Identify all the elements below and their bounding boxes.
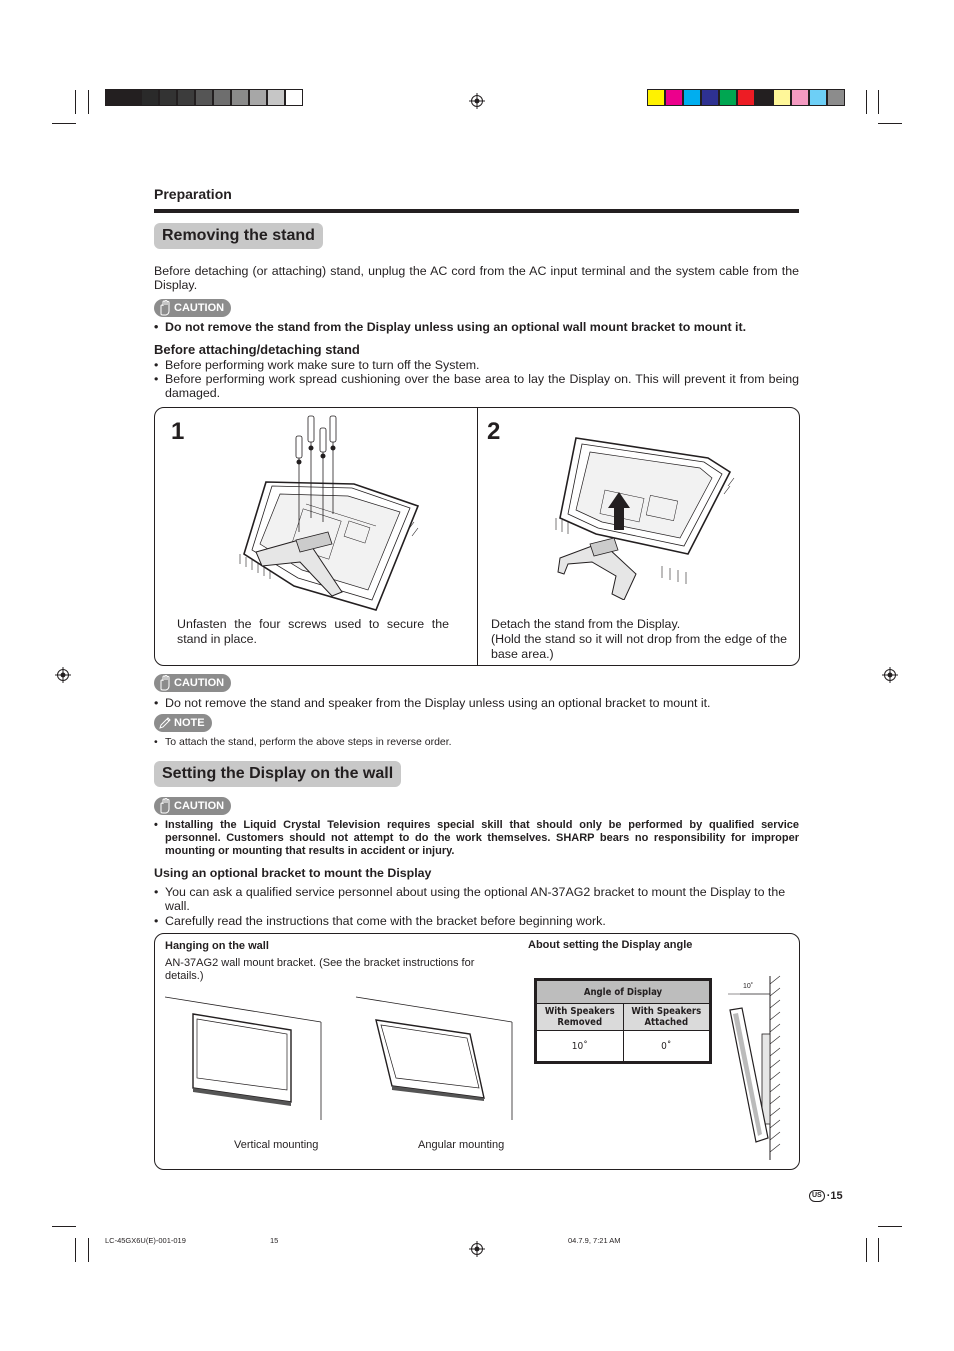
crop-mark (88, 1238, 89, 1262)
angle-table-col-attached: With Speakers Attached (623, 1004, 710, 1031)
footer-timestamp: 04.7.9, 7:21 AM (568, 1236, 621, 1245)
removing-intro: Before detaching (or attaching) stand, unplug the AC cord from the AC input terminal and the system cable from the Display. (154, 264, 799, 292)
step2-caption-line2: (Hold the stand so it will not drop from the edge of the base area.) (491, 632, 787, 661)
page-number-text: ·15 (826, 1190, 843, 1202)
crop-mark (878, 123, 902, 124)
calibration-swatch (105, 89, 123, 106)
crop-mark (88, 90, 89, 114)
grayscale-calibration-strip (105, 89, 303, 106)
calibration-swatch (123, 89, 141, 106)
calibration-swatch (159, 89, 177, 106)
caution2-text: • Do not remove the stand and speaker from the Display unless using an optional bracket to mount it. (154, 696, 711, 710)
calibration-swatch (755, 89, 773, 106)
header-rule (154, 209, 799, 213)
angular-mounting-label: Angular mounting (418, 1139, 505, 1151)
step2-caption (491, 617, 787, 662)
caution-label: CAUTION (174, 302, 225, 314)
before-heading: Before attaching/detaching stand (154, 342, 360, 357)
registration-mark-icon (55, 667, 71, 683)
crop-mark (52, 123, 76, 124)
steps-divider (477, 408, 478, 665)
wall-heading: Setting the Display on the wall (154, 761, 401, 787)
color-calibration-strip (647, 89, 845, 106)
crop-mark (866, 1238, 867, 1262)
removing-stand-heading: Removing the stand (154, 223, 323, 249)
unscrew-stand-illustration (236, 414, 422, 612)
caution-text: • Do not remove the stand from the Display unless using an optional wall mount bracket to mount it. (154, 320, 747, 334)
bracket-item: • Carefully read the instructions that come with the bracket before beginning work. (154, 914, 606, 928)
angle-side-diagram (724, 974, 786, 1162)
calibration-swatch (285, 89, 303, 106)
calibration-swatch (647, 89, 665, 106)
crop-mark (878, 1238, 879, 1262)
calibration-swatch (231, 89, 249, 106)
bracket-heading: Using an optional bracket to mount the Display (154, 866, 432, 880)
crop-mark (866, 90, 867, 114)
step-number: 2 (487, 418, 501, 445)
region-badge: US (809, 1190, 825, 1202)
calibration-swatch (249, 89, 267, 106)
before-item: • Before performing work spread cushioning over the base area to lay the Display on. This will prevent it from being damaged. (154, 372, 799, 400)
angle-table-val-removed: 10˚ (537, 1031, 624, 1062)
pencil-icon (157, 715, 173, 731)
before-item: • Before performing work make sure to turn off the System. (154, 358, 480, 372)
calibration-swatch (177, 89, 195, 106)
calibration-swatch (791, 89, 809, 106)
vertical-mounting-illustration (165, 994, 325, 1122)
caution-label: CAUTION (174, 677, 225, 689)
page-number (809, 1190, 843, 1202)
registration-mark-icon (469, 93, 485, 109)
angle-title: About setting the Display angle (528, 939, 693, 951)
vertical-mounting-label: Vertical mounting (234, 1139, 319, 1151)
crop-mark (878, 1226, 902, 1227)
note-text: • To attach the stand, perform the above steps in reverse order. (154, 736, 452, 748)
angle-table-header: Angle of Display (537, 981, 710, 1004)
calibration-swatch (195, 89, 213, 106)
calibration-swatch (773, 89, 791, 106)
calibration-swatch (737, 89, 755, 106)
caution-badge (154, 797, 231, 815)
registration-mark-icon (882, 667, 898, 683)
angle-table-wrapper (534, 978, 712, 1064)
caution-label: CAUTION (174, 800, 225, 812)
footer-file: LC-45GX6U(E)-001-019 (105, 1236, 186, 1245)
bracket-item: • You can ask a qualified service personnel about using the optional AN-37AG2 bracket to mount the Display to the wall. (154, 885, 786, 913)
calibration-swatch (683, 89, 701, 106)
step1-caption: Unfasten the four screws used to secure the stand in place. (177, 617, 449, 646)
note-badge (154, 714, 212, 732)
hanging-title: Hanging on the wall (165, 940, 269, 952)
angle-table-val-attached: 0˚ (623, 1031, 710, 1062)
registration-mark-icon (469, 1241, 485, 1257)
crop-mark (75, 90, 76, 114)
detach-stand-illustration (552, 434, 738, 600)
wall-caution-text: • Installing the Liquid Crystal Television requires special skill that should only be performed by qualified service personnel. Customers should not attempt to do the work themselves. SHARP bears no responsibility for improper mounting or mounting that results in accident or injury. (154, 819, 799, 857)
crop-mark (878, 90, 879, 114)
step-number: 1 (171, 418, 185, 445)
calibration-swatch (827, 89, 845, 106)
hand-icon (157, 675, 173, 691)
hand-icon (157, 798, 173, 814)
footer-page: 15 (270, 1236, 279, 1245)
caution-badge (154, 674, 231, 692)
calibration-swatch (141, 89, 159, 106)
hand-icon (157, 300, 173, 316)
crop-mark (75, 1238, 76, 1262)
calibration-swatch (701, 89, 719, 106)
step2-caption-line1: Detach the stand from the Display. (491, 617, 681, 631)
crop-mark (52, 1226, 76, 1227)
section-label: Preparation (154, 186, 232, 202)
calibration-swatch (719, 89, 737, 106)
hanging-text: AN-37AG2 wall mount bracket. (See the bracket instructions for details.) (165, 957, 475, 982)
calibration-swatch (213, 89, 231, 106)
calibration-swatch (267, 89, 285, 106)
angle-diagram-label: 10˚ (743, 983, 754, 990)
note-label: NOTE (174, 717, 205, 729)
angle-table-col-removed: With Speakers Removed (537, 1004, 624, 1031)
calibration-swatch (665, 89, 683, 106)
angle-table (536, 980, 710, 1062)
caution-badge (154, 299, 231, 317)
angular-mounting-illustration (354, 994, 516, 1122)
calibration-swatch (809, 89, 827, 106)
